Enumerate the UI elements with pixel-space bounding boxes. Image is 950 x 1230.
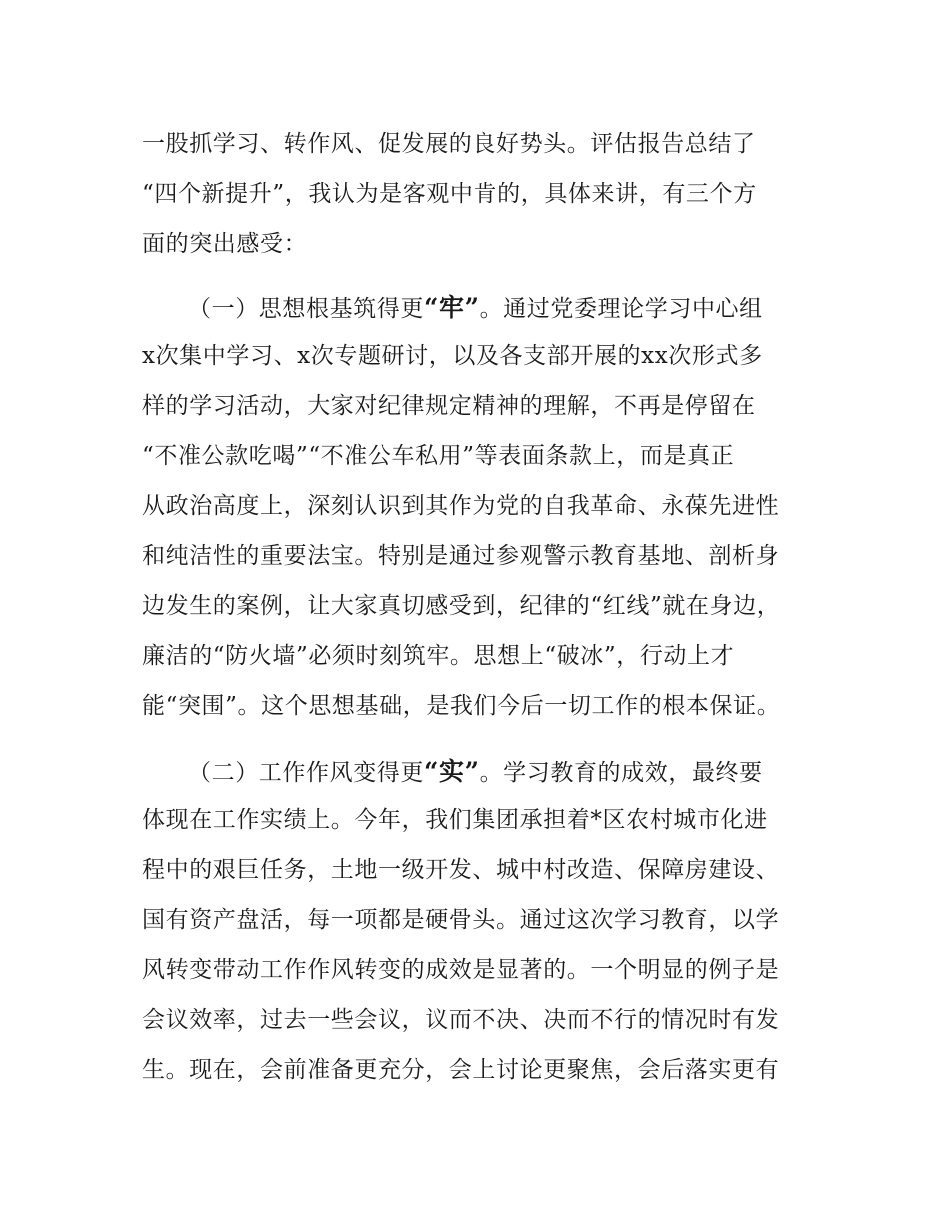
section1-line-1: x次集中学习、x次专题研讨，以及各支部开展的xx次形式多	[142, 343, 763, 369]
section2-line-5: 会议效率，过去一些会议，议而不决、决而不行的情况时有发	[142, 1007, 780, 1033]
section2-heading-prefix: （二）工作作风变得更	[188, 760, 424, 786]
section1-line-7: 廉洁的“防火墙”必须时刻筑牢。思想上“破冰”，行动上才	[142, 643, 735, 669]
section2-line-4: 风转变带动工作作风转变的成效是显著的。一个明显的例子是	[142, 957, 780, 983]
section2-line-6: 生。现在，会前准备更充分，会上讨论更聚焦，会后落实更有	[142, 1057, 780, 1083]
section1-line-2: 样的学习活动，大家对纪律规定精神的理解，不再是停留在	[142, 393, 756, 419]
section2-heading	[188, 752, 763, 792]
section2-line-3: 国有资产盘活，每一项都是硬骨头。通过这次学习教育，以学	[142, 907, 780, 933]
section2-heading-keyword: “实”	[424, 757, 480, 786]
section1-heading-suffix: 。通过党委理论学习中心组	[479, 296, 763, 322]
intro-line-2: “四个新提升”，我认为是客观中肯的，具体来讲，有三个方	[142, 181, 757, 207]
section1-line-4: 从政治高度上，深刻认识到其作为党的自我革命、永葆先进性	[142, 493, 780, 519]
section1-line-6: 边发生的案例，让大家真切感受到，纪律的“红线”就在身边，	[142, 593, 781, 619]
section1-heading	[188, 288, 763, 328]
intro-line-1: 一股抓学习、转作风、促发展的良好势头。评估报告总结了	[142, 131, 756, 157]
section1-line-3: “不准公款吃喝”“不准公车私用”等表面条款上，而是真正	[142, 443, 735, 469]
intro-line-3: 面的突出感受：	[142, 231, 308, 257]
section1-heading-prefix: （一）思想根基筑得更	[188, 296, 424, 322]
section2-line-1: 体现在工作实绩上。今年，我们集团承担着*区农村城市化进	[142, 807, 768, 833]
section2-line-2: 程中的艰巨任务，土地一级开发、城中村改造、保障房建设、	[142, 857, 780, 883]
section1-heading-keyword: “牢”	[424, 293, 480, 322]
section1-line-8: 能“突围”。这个思想基础，是我们今后一切工作的根本保证。	[142, 693, 781, 719]
section1-line-5: 和纯洁性的重要法宝。特别是通过参观警示教育基地、剖析身	[142, 543, 780, 569]
section2-heading-suffix: 。学习教育的成效，最终要	[479, 760, 763, 786]
